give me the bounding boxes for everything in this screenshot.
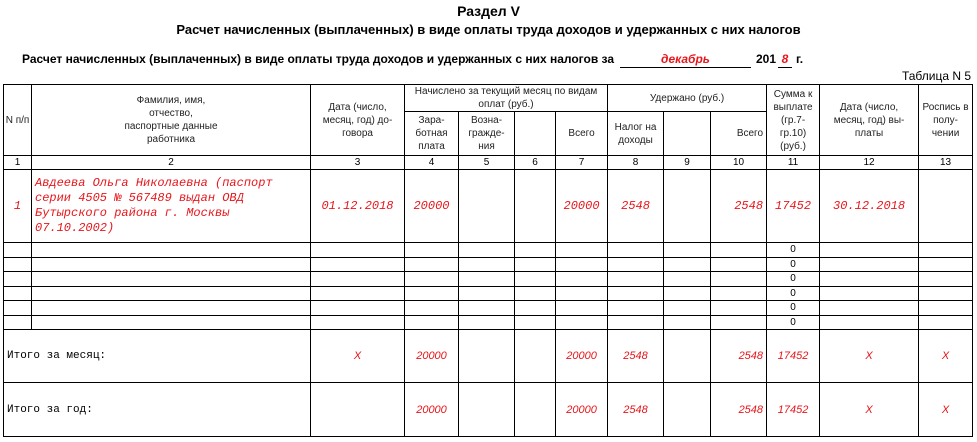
cell[interactable] [4,286,32,301]
cell[interactable] [459,257,515,272]
cell[interactable] [664,257,711,272]
column-number: 3 [311,156,405,170]
cell[interactable] [459,315,515,330]
table-label: Таблица N 5 [901,69,971,83]
cell[interactable] [664,243,711,258]
payout-date-cell[interactable]: 30.12.2018 [820,170,919,243]
cell[interactable] [4,315,32,330]
cell[interactable] [4,301,32,316]
cell[interactable] [556,301,608,316]
total-payout-date[interactable]: X [820,330,919,383]
cell[interactable] [919,286,973,301]
cell[interactable] [405,243,459,258]
column-number: 6 [515,156,556,170]
cell[interactable] [820,301,919,316]
col9-cell[interactable] [664,170,711,243]
cell[interactable] [556,272,608,287]
total-salary[interactable]: 20000 [405,330,459,383]
cell[interactable] [459,286,515,301]
payout-sum-cell[interactable]: 0 [767,301,820,316]
header-accrued-group: Начислено за текущий месяц по видам оплат (руб.) [405,85,608,112]
cell[interactable] [820,315,919,330]
year-field[interactable]: 8 [778,52,792,68]
cell[interactable] [711,243,767,258]
header-income-tax: Налог на доходы [608,112,664,156]
cell[interactable] [32,272,311,287]
cell[interactable] [311,301,405,316]
header-contract-date: Дата (число, месяц, год) до-говора [311,85,405,156]
cell[interactable] [515,301,556,316]
total-withheld[interactable]: 2548 [711,330,767,383]
cell[interactable] [919,301,973,316]
cell[interactable] [311,243,405,258]
cell[interactable] [664,286,711,301]
employee-name[interactable]: Авдеева Ольга Николаевна (паспорт серии 4505 № 567489 выдан ОВД Бутырского района г. Москвы 07.10.2002) [32,170,311,243]
empty-row [4,272,973,287]
column-number: 10 [711,156,767,170]
table-row [4,170,973,243]
cell[interactable] [556,286,608,301]
cell[interactable] [459,301,515,316]
reward-cell[interactable] [459,170,515,243]
cell[interactable] [919,257,973,272]
cell[interactable] [919,315,973,330]
header-signature: Роспись в полу-чении [919,85,973,156]
total-col6[interactable] [515,330,556,383]
total-col9[interactable] [664,383,711,437]
income-tax-cell[interactable]: 2548 [608,170,664,243]
cell[interactable] [405,286,459,301]
empty-row [4,243,973,258]
header-name: Фамилия, имя, отчество, паспортные данные работника [32,85,311,156]
header-reward: Возна-гражде-ния [459,112,515,156]
cell[interactable] [311,315,405,330]
total-payout-sum[interactable]: 17452 [767,330,820,383]
header-withheld-total: Всего [711,112,767,156]
cell[interactable] [820,286,919,301]
total-accrued[interactable]: 20000 [556,330,608,383]
cell[interactable] [711,272,767,287]
column-number: 7 [556,156,608,170]
year-prefix: 201 [756,52,777,66]
cell[interactable] [919,243,973,258]
payout-sum-cell[interactable]: 0 [767,315,820,330]
cell[interactable] [515,243,556,258]
salary-cell[interactable]: 20000 [405,170,459,243]
cell[interactable] [405,301,459,316]
cell[interactable] [820,243,919,258]
cell[interactable] [311,286,405,301]
total-payout-date[interactable]: X [820,383,919,437]
header-withheld-group: Удержано (руб.) [608,85,767,112]
cell[interactable] [32,315,311,330]
section-title: Раздел V [457,3,520,19]
year-suffix: г. [796,52,804,66]
header-payout-sum: Сумма к выплате (гр.7-гр.10) (руб.) [767,85,820,156]
cell[interactable] [820,257,919,272]
header-num: N п/п [4,85,32,156]
contract-date[interactable]: 01.12.2018 [311,170,405,243]
empty-row [4,315,973,330]
withheld-total-cell[interactable]: 2548 [711,170,767,243]
total-contract-date[interactable] [311,383,405,437]
total-reward[interactable] [459,383,515,437]
cell[interactable] [711,257,767,272]
cell[interactable] [664,301,711,316]
cell[interactable] [311,272,405,287]
payout-sum-cell[interactable]: 0 [767,286,820,301]
column-number: 12 [820,156,919,170]
header-col6 [515,112,556,156]
total-income-tax[interactable]: 2548 [608,330,664,383]
total-col6[interactable] [515,383,556,437]
cell[interactable] [664,315,711,330]
cell[interactable] [664,272,711,287]
column-number: 2 [32,156,311,170]
accrued-total-cell[interactable]: 20000 [556,170,608,243]
total-withheld[interactable]: 2548 [711,383,767,437]
column-number: 4 [405,156,459,170]
total-year-label: Итого за год: [4,383,311,437]
payout-sum-cell[interactable]: 17452 [767,170,820,243]
cell[interactable] [405,257,459,272]
signature-cell[interactable] [919,170,973,243]
cell[interactable] [405,315,459,330]
cell[interactable] [4,257,32,272]
section-subtitle: Расчет начисленных (выплаченных) в виде оплаты труда доходов и удержанных с них налогов [176,22,801,37]
cell[interactable] [919,272,973,287]
header-payout-date: Дата (число, месяц, год) вы-платы [820,85,919,156]
cell[interactable] [4,272,32,287]
header-salary: Зара-ботная плата [405,112,459,156]
header-col9 [664,112,711,156]
total-year-row [4,383,973,437]
header-accrued-total: Всего [556,112,608,156]
cell[interactable] [556,315,608,330]
cell[interactable] [32,301,311,316]
column-number: 1 [4,156,32,170]
cell[interactable] [556,257,608,272]
empty-row [4,301,973,316]
cell[interactable] [515,272,556,287]
total-signature[interactable]: X [919,330,973,383]
column-number: 8 [608,156,664,170]
cell[interactable] [405,272,459,287]
total-income-tax[interactable]: 2548 [608,383,664,437]
payroll-table [3,84,973,437]
total-signature[interactable]: X [919,383,973,437]
total-accrued[interactable]: 20000 [556,383,608,437]
empty-row [4,257,973,272]
cell[interactable] [556,243,608,258]
payout-sum-cell[interactable]: 0 [767,243,820,258]
cell[interactable] [608,286,664,301]
row-num[interactable]: 1 [4,170,32,243]
cell[interactable] [608,243,664,258]
cell[interactable] [459,272,515,287]
cell[interactable] [32,286,311,301]
cell[interactable] [608,272,664,287]
cell[interactable] [32,243,311,258]
empty-row [4,286,973,301]
cell[interactable] [711,301,767,316]
column-number: 11 [767,156,820,170]
total-contract-date[interactable]: X [311,330,405,383]
payout-sum-cell[interactable]: 0 [767,272,820,287]
total-payout-sum[interactable]: 17452 [767,383,820,437]
total-col9[interactable] [664,330,711,383]
cell[interactable] [820,272,919,287]
cell[interactable] [311,257,405,272]
cell[interactable] [515,315,556,330]
cell[interactable] [608,257,664,272]
cell[interactable] [608,315,664,330]
cell[interactable] [608,301,664,316]
cell[interactable] [459,243,515,258]
column-number: 9 [664,156,711,170]
month-field[interactable]: декабрь [620,52,751,68]
cell[interactable] [4,243,32,258]
payout-sum-cell[interactable]: 0 [767,257,820,272]
cell[interactable] [32,257,311,272]
cell[interactable] [515,286,556,301]
column-number: 13 [919,156,973,170]
col6-cell[interactable] [515,170,556,243]
period-label: Расчет начисленных (выплаченных) в виде оплаты труда доходов и удержанных с них налогов за [22,52,615,66]
total-month-row [4,330,973,383]
total-reward[interactable] [459,330,515,383]
cell[interactable] [515,257,556,272]
column-number-row [4,156,973,170]
total-salary[interactable]: 20000 [405,383,459,437]
column-number: 5 [459,156,515,170]
total-month-label: Итого за месяц: [4,330,311,383]
cell[interactable] [711,286,767,301]
cell[interactable] [711,315,767,330]
